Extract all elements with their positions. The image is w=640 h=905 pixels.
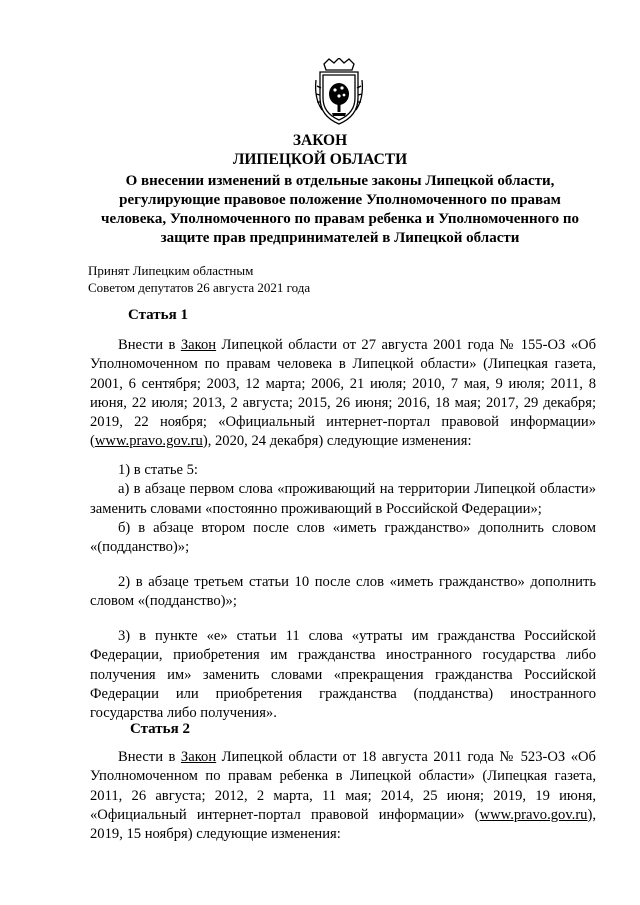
adoption-note	[88, 262, 310, 296]
item-1-heading: 1) в статье 5:	[118, 462, 198, 478]
pravo-url-link[interactable]: www.pravo.gov.ru	[94, 433, 203, 450]
article-2-heading: Статья 2	[130, 721, 190, 737]
region-title: ЛИПЕЦКОЙ ОБЛАСТИ	[232, 151, 408, 168]
article-1-item-1	[90, 461, 596, 557]
item-1-subitem-b: б) в абзаце втором после слов «иметь гражданство» дополнить словом «(подданство)»;	[90, 519, 596, 556]
article-1-intro-post: ), 2020, 24 декабря) следующие изменения:	[202, 433, 472, 450]
article-1-item-2: 2) в абзаце третьем статьи 10 после слов «иметь гражданство» дополнить словом «(подданство)»;	[90, 574, 596, 610]
article-2-intro-mid: Липецкой области от 18 августа 2011 года № 523-ОЗ «Об Уполномоченном по правам ребенка в Липецкой области» (Липецкая газета, 2011, 26 августа; 2012, 2 марта, 11 мая; 2014, 25 июня; 2019, 19 июня, «Официальный интернет-портал правовой информации» (	[90, 749, 596, 823]
law-title: ЗАКОН	[292, 132, 348, 149]
law-subtitle	[80, 172, 600, 248]
law-link[interactable]: Закон	[180, 749, 217, 765]
pravo-url-link[interactable]: www.pravo.gov.ru	[479, 806, 588, 823]
article-2-intro	[90, 748, 596, 844]
subtitle-line: регулирующие правовое положение Уполномоченного по правам	[119, 192, 561, 208]
law-link[interactable]: Закон	[180, 337, 217, 353]
article-1-intro-mid: Липецкой области от 27 августа 2001 года № 155-ОЗ «Об Уполномоченном по правам человека в Липецкой области» (Липецкая газета, 2001, 6 сентября; 2003, 12 марта; 2006, 21 июля; 2010, 7 мая, 9 июля; 2011, 8 июня, 22 июля; 2013, 2 августа; 2015, 26 июня; 2016, 18 мая; 2017, 29 декабря; 2019, 22 ноября; «Официальный интернет-портал правовой информации» (	[90, 337, 596, 450]
subtitle-line: защите прав предпринимателей в Липецкой области	[160, 230, 520, 246]
article-1-item-3: 3) в пункте «е» статьи 11 слова «утраты им гражданства Российской Федерации, приобретения им гражданства иностранного государства либо получения им» заменить словами «прекращения гражданства Российской Федерации или приобретения гражданства (подданства) иностранного государства либо получения».	[90, 628, 596, 722]
article-1-intro-pre: Внести в	[118, 337, 181, 353]
article-1-heading: Статья 1	[128, 307, 188, 323]
subtitle-line: человека, Уполномоченного по правам ребенка и Уполномоченного по	[100, 211, 579, 227]
article-2-intro-post: ), 2019, 15 ноября) следующие изменения:	[90, 806, 596, 843]
adoption-line-1: Принят Липецким областным	[88, 263, 254, 278]
item-1-subitem-a: а) в абзаце первом слова «проживающий на территории Липецкой области» заменить словами «постоянно проживающий в Российской Федерации»;	[90, 481, 596, 517]
article-2-intro-pre: Внести в	[118, 749, 181, 765]
coat-of-arms-emblem	[312, 58, 366, 126]
subtitle-line: О внесении изменений в отдельные законы Липецкой области,	[125, 173, 555, 189]
adoption-line-2: Советом депутатов 26 августа 2021 года	[88, 280, 311, 295]
article-1-intro	[90, 336, 596, 452]
